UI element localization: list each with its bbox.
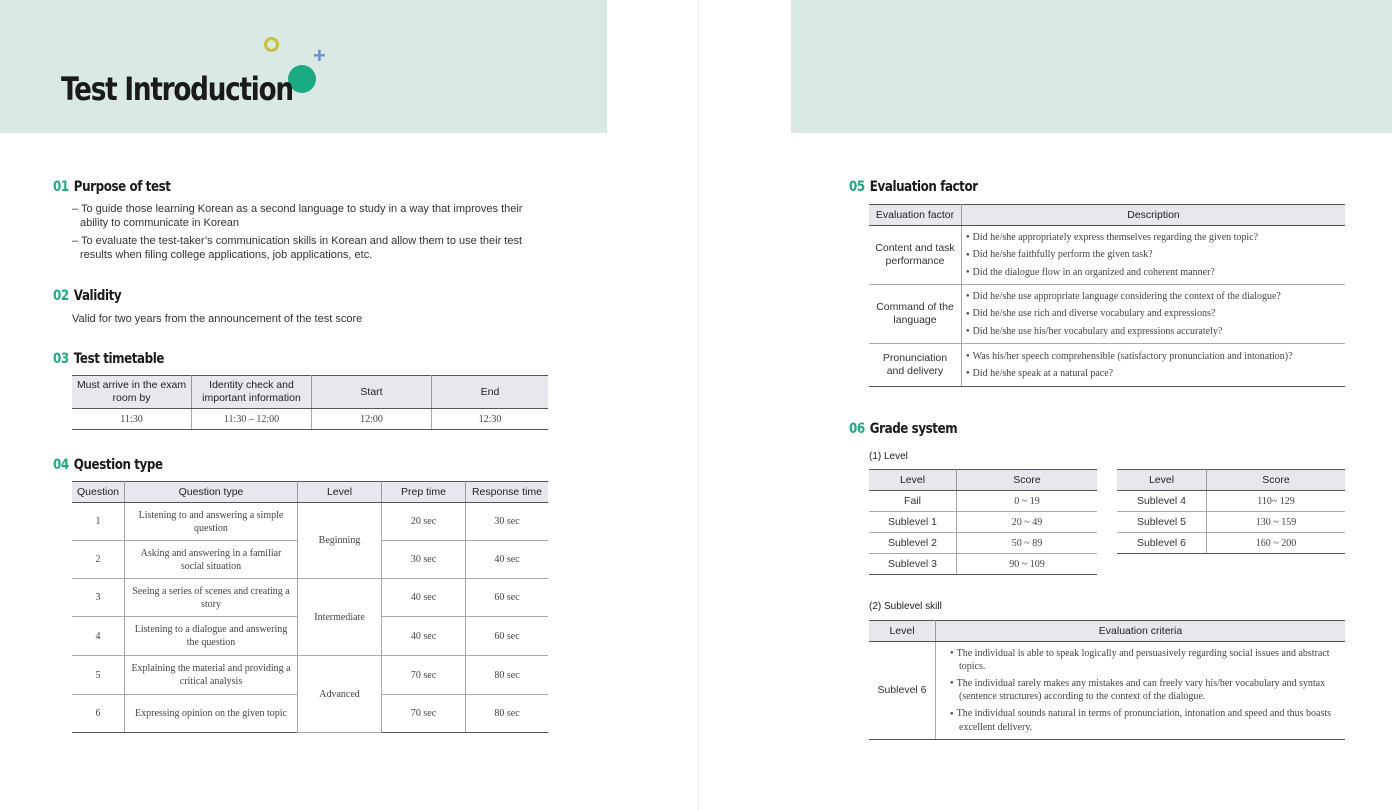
table-cell: 70 sec: [382, 695, 466, 733]
table-cell: 20 sec: [382, 503, 466, 541]
level-table-a: [869, 469, 1097, 575]
table-cell: 90 ~ 109: [957, 554, 1098, 575]
table-cell: 4: [72, 617, 125, 656]
table-row: [72, 503, 548, 541]
table-row: [1117, 491, 1345, 512]
table-cell: 2: [72, 541, 125, 579]
level-table-b: [1117, 469, 1345, 554]
table-cell: 30 sec: [466, 503, 549, 541]
table-cell: 110~ 129: [1207, 491, 1346, 512]
table-row: [869, 642, 1345, 740]
table-cell: 160 ~ 200: [1207, 533, 1346, 554]
table-row: [1117, 533, 1345, 554]
table-cell: 20 ~ 49: [957, 512, 1098, 533]
table-header: Evaluation criteria: [936, 621, 1346, 642]
table-cell: Beginning: [298, 503, 382, 579]
table-cell: 5: [72, 656, 125, 695]
table-row: [869, 226, 1345, 285]
section-number: 02: [53, 288, 69, 304]
criteria-item: ● The individual sounds natural in terms of pronunciation, intonation and speed and thus boasts excellent delivery.: [950, 705, 1337, 735]
table-header: Evaluation factor: [869, 205, 962, 226]
table-header: Start: [312, 376, 432, 409]
table-cell: 12:30: [432, 409, 549, 430]
criteria-item: ● Did he/she speak at a natural pace?: [966, 365, 1341, 382]
criteria-item: ● Did he/she use rich and diverse vocabulary and expressions?: [966, 305, 1341, 322]
sublevel-skill-subheading: (2) Sublevel skill: [869, 601, 942, 612]
table-row: [72, 656, 548, 695]
section-number: 03: [53, 351, 69, 367]
section-title: Validity: [73, 288, 122, 304]
table-cell: [962, 226, 1346, 285]
criteria-item: ● Was his/her speech comprehensible (satisfactory pronunciation and intonation)?: [966, 348, 1341, 365]
table-cell: Listening to a dialogue and answering the question: [125, 617, 298, 656]
table-header: End: [432, 376, 549, 409]
timetable-table: [72, 375, 548, 430]
ring-icon: [264, 37, 279, 52]
section-number: 04: [53, 457, 69, 473]
purpose-text: [72, 202, 542, 266]
table-row: [869, 344, 1345, 387]
table-row: [869, 285, 1345, 344]
table-cell: Sublevel 2: [869, 533, 957, 554]
table-header: Identity check and important information: [192, 376, 312, 409]
page-gutter: [698, 0, 699, 810]
table-cell: 0 ~ 19: [957, 491, 1098, 512]
table-row: [869, 554, 1097, 575]
table-row: [72, 409, 548, 430]
purpose-bullet: – To evaluate the test-taker’s communication skills in Korean and allow them to use their test results when filing college applications, job applications, etc.: [72, 235, 523, 261]
validity-text: Valid for two years from the announcement of the test score: [72, 313, 363, 325]
table-header: Question type: [125, 482, 298, 503]
table-cell: 1: [72, 503, 125, 541]
table-header: Question: [72, 482, 125, 503]
section-title: Grade system: [869, 421, 958, 437]
page-title: Test Introduction: [61, 70, 293, 108]
table-header: Level: [869, 470, 957, 491]
sublevel-skill-table: [869, 620, 1345, 740]
table-cell: Advanced: [298, 656, 382, 733]
table-header: Score: [957, 470, 1098, 491]
table-cell: Sublevel 5: [1117, 512, 1207, 533]
table-cell: Sublevel 6: [869, 642, 936, 740]
table-cell: Pronunciation and delivery: [869, 344, 962, 387]
table-cell: 40 sec: [466, 541, 549, 579]
table-cell: Content and task performance: [869, 226, 962, 285]
table-cell: 50 ~ 89: [957, 533, 1098, 554]
criteria-item: ● Did the dialogue flow in an organized and coherent manner?: [966, 264, 1341, 281]
section-01-heading: [53, 179, 171, 195]
section-06-heading: [849, 421, 957, 437]
table-cell: 60 sec: [466, 617, 549, 656]
table-cell: Listening to and answering a simple question: [125, 503, 298, 541]
table-cell: Asking and answering in a familiar social situation: [125, 541, 298, 579]
table-cell: Sublevel 1: [869, 512, 957, 533]
table-cell: Seeing a series of scenes and creating a story: [125, 579, 298, 617]
section-title: Evaluation factor: [869, 179, 978, 195]
question-type-table: [72, 481, 548, 733]
table-cell: Sublevel 3: [869, 554, 957, 575]
table-cell: Command of the language: [869, 285, 962, 344]
criteria-item: ● Did he/she use his/her vocabulary and expressions accurately?: [966, 323, 1341, 340]
table-cell: Explaining the material and providing a critical analysis: [125, 656, 298, 695]
table-cell: [962, 344, 1346, 387]
table-cell: 60 sec: [466, 579, 549, 617]
table-cell: 30 sec: [382, 541, 466, 579]
section-number: 05: [849, 179, 865, 195]
table-header: Level: [1117, 470, 1207, 491]
section-number: 01: [53, 179, 69, 195]
table-cell: 11:30 – 12:00: [192, 409, 312, 430]
section-title: Question type: [73, 457, 163, 473]
section-03-heading: [53, 351, 164, 367]
table-row: [1117, 512, 1345, 533]
section-05-heading: [849, 179, 978, 195]
table-cell: 80 sec: [466, 695, 549, 733]
table-header: Must arrive in the exam room by: [72, 376, 192, 409]
criteria-item: ● Did he/she appropriately express themselves regarding the given topic?: [966, 229, 1341, 246]
table-cell: Expressing opinion on the given topic: [125, 695, 298, 733]
criteria-item: ● The individual rarely makes any mistakes and can freely vary his/her vocabulary and syntax (sentence structures) according to the context of the dialogue.: [950, 675, 1337, 705]
criteria-item: ● Did he/she faithfully perform the given task?: [966, 246, 1341, 263]
table-cell: Fail: [869, 491, 957, 512]
table-cell: 130 ~ 159: [1207, 512, 1346, 533]
plus-icon: +: [313, 43, 326, 68]
table-cell: 40 sec: [382, 617, 466, 656]
section-04-heading: [53, 457, 163, 473]
section-title: Purpose of test: [73, 179, 171, 195]
table-header: Level: [298, 482, 382, 503]
section-title: Test timetable: [73, 351, 165, 367]
table-header: Description: [962, 205, 1346, 226]
table-cell: 6: [72, 695, 125, 733]
table-cell: [962, 285, 1346, 344]
table-cell: Sublevel 4: [1117, 491, 1207, 512]
table-cell: Sublevel 6: [1117, 533, 1207, 554]
level-subheading: (1) Level: [869, 451, 908, 462]
evaluation-factor-table: [869, 204, 1345, 387]
table-row: [869, 491, 1097, 512]
table-cell: 70 sec: [382, 656, 466, 695]
table-row: [869, 533, 1097, 554]
table-cell: [936, 642, 1346, 740]
header-banner-right: [791, 0, 1392, 133]
table-cell: 12:00: [312, 409, 432, 430]
criteria-item: ● The individual is able to speak logically and persuasively regarding social issues and abstract topics.: [950, 645, 1337, 675]
table-cell: 80 sec: [466, 656, 549, 695]
table-cell: 11:30: [72, 409, 192, 430]
table-row: [869, 512, 1097, 533]
criteria-item: ● Did he/she use appropriate language considering the context of the dialogue?: [966, 288, 1341, 305]
table-header: Score: [1207, 470, 1346, 491]
section-number: 06: [849, 421, 865, 437]
table-cell: Intermediate: [298, 579, 382, 656]
table-cell: 40 sec: [382, 579, 466, 617]
table-header: Level: [869, 621, 936, 642]
section-02-heading: [53, 288, 121, 304]
purpose-bullet: – To guide those learning Korean as a second language to study in a way that improves their ability to communicate in Korean: [72, 203, 523, 229]
table-header: Response time: [466, 482, 549, 503]
table-row: [72, 579, 548, 617]
table-cell: 3: [72, 579, 125, 617]
table-header: Prep time: [382, 482, 466, 503]
